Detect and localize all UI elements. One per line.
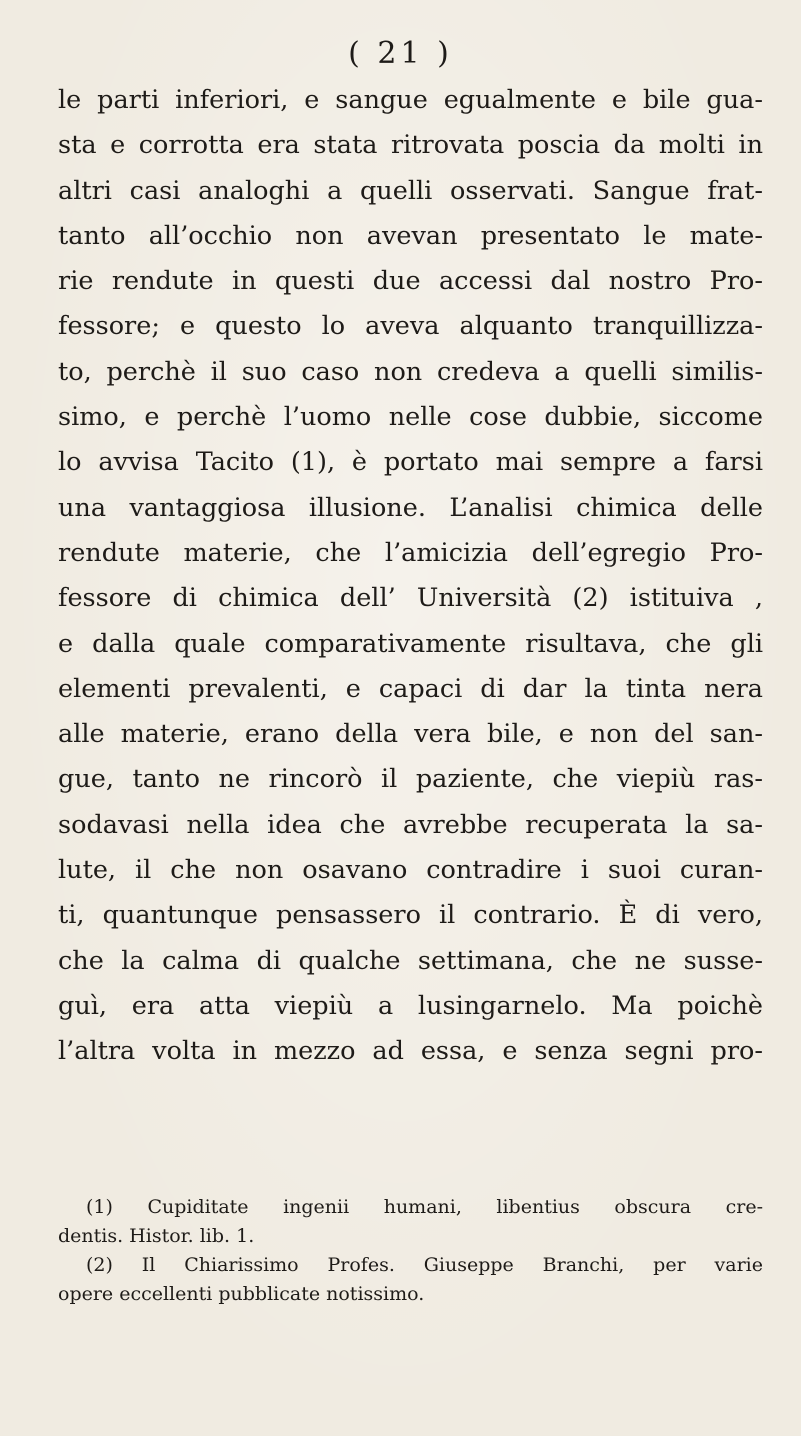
text-line: rie rendute in questi due accessi dal nostro Pro- (58, 266, 763, 297)
body-text (58, 78, 763, 1075)
text-line: gue, tanto ne rincorò il paziente, che viepiù ras- (58, 764, 763, 795)
footnote-line: opere eccellenti pubblicate notissimo. (58, 1283, 425, 1305)
text-line: le parti inferiori, e sangue egualmente e bile gua- (58, 85, 763, 115)
text-line: simo, e perchè l’uomo nelle cose dubbie, siccome (58, 402, 763, 433)
text-line: una vantaggiosa illusione. L’analisi chimica delle (58, 492, 763, 523)
footnote-1 (58, 1193, 763, 1251)
text-line: sta e corrotta era stata ritrovata poscia da molti in (58, 130, 763, 161)
text-line: to, perchè il suo caso non credeva a quelli similis- (58, 356, 763, 387)
text-line: lute, il che non osavano contradire i suoi curan- (58, 855, 763, 886)
footnotes (58, 1193, 763, 1309)
text-line: e dalla quale comparativamente risultava, che gli (58, 628, 763, 659)
text-line: alle materie, erano della vera bile, e non del san- (58, 719, 763, 750)
text-line: l’altra volta in mezzo ad essa, e senza segni pro- (58, 1036, 763, 1067)
text-line: sodavasi nella idea che avrebbe recuperata la sa- (58, 809, 763, 840)
footnote-line: (2) Il Chiarissimo Profes. Giuseppe Branchi, per varie (86, 1254, 763, 1276)
footnote-2 (58, 1251, 763, 1309)
text-line: che la calma di qualche settimana, che ne susse- (58, 945, 763, 976)
footnote-line: dentis. Histor. lib. 1. (58, 1225, 255, 1247)
footnote-line: (1) Cupiditate ingenii humani, libentius obscura cre- (86, 1196, 763, 1218)
text-line: altri casi analoghi a quelli osservati. Sangue frat- (58, 175, 763, 206)
text-line: rendute materie, che l’amicizia dell’egregio Pro- (58, 537, 763, 568)
text-line: ti, quantunque pensassero il contrario. È di vero, (58, 900, 763, 931)
page-number: ( 21 ) (348, 36, 453, 71)
text-line: fessore; e questo lo aveva alquanto tranquillizza- (58, 311, 763, 342)
text-line: fessore di chimica dell’ Università (2) istituiva , (58, 583, 763, 614)
text-line: lo avvisa Tacito (1), è portato mai sempre a farsi (58, 447, 763, 478)
text-line: elementi prevalenti, e capaci di dar la tinta nera (58, 673, 763, 704)
text-line: guì, era atta viepiù a lusingarnelo. Ma poichè (58, 990, 763, 1021)
text-line: tanto all’occhio non avevan presentato le mate- (58, 220, 763, 251)
